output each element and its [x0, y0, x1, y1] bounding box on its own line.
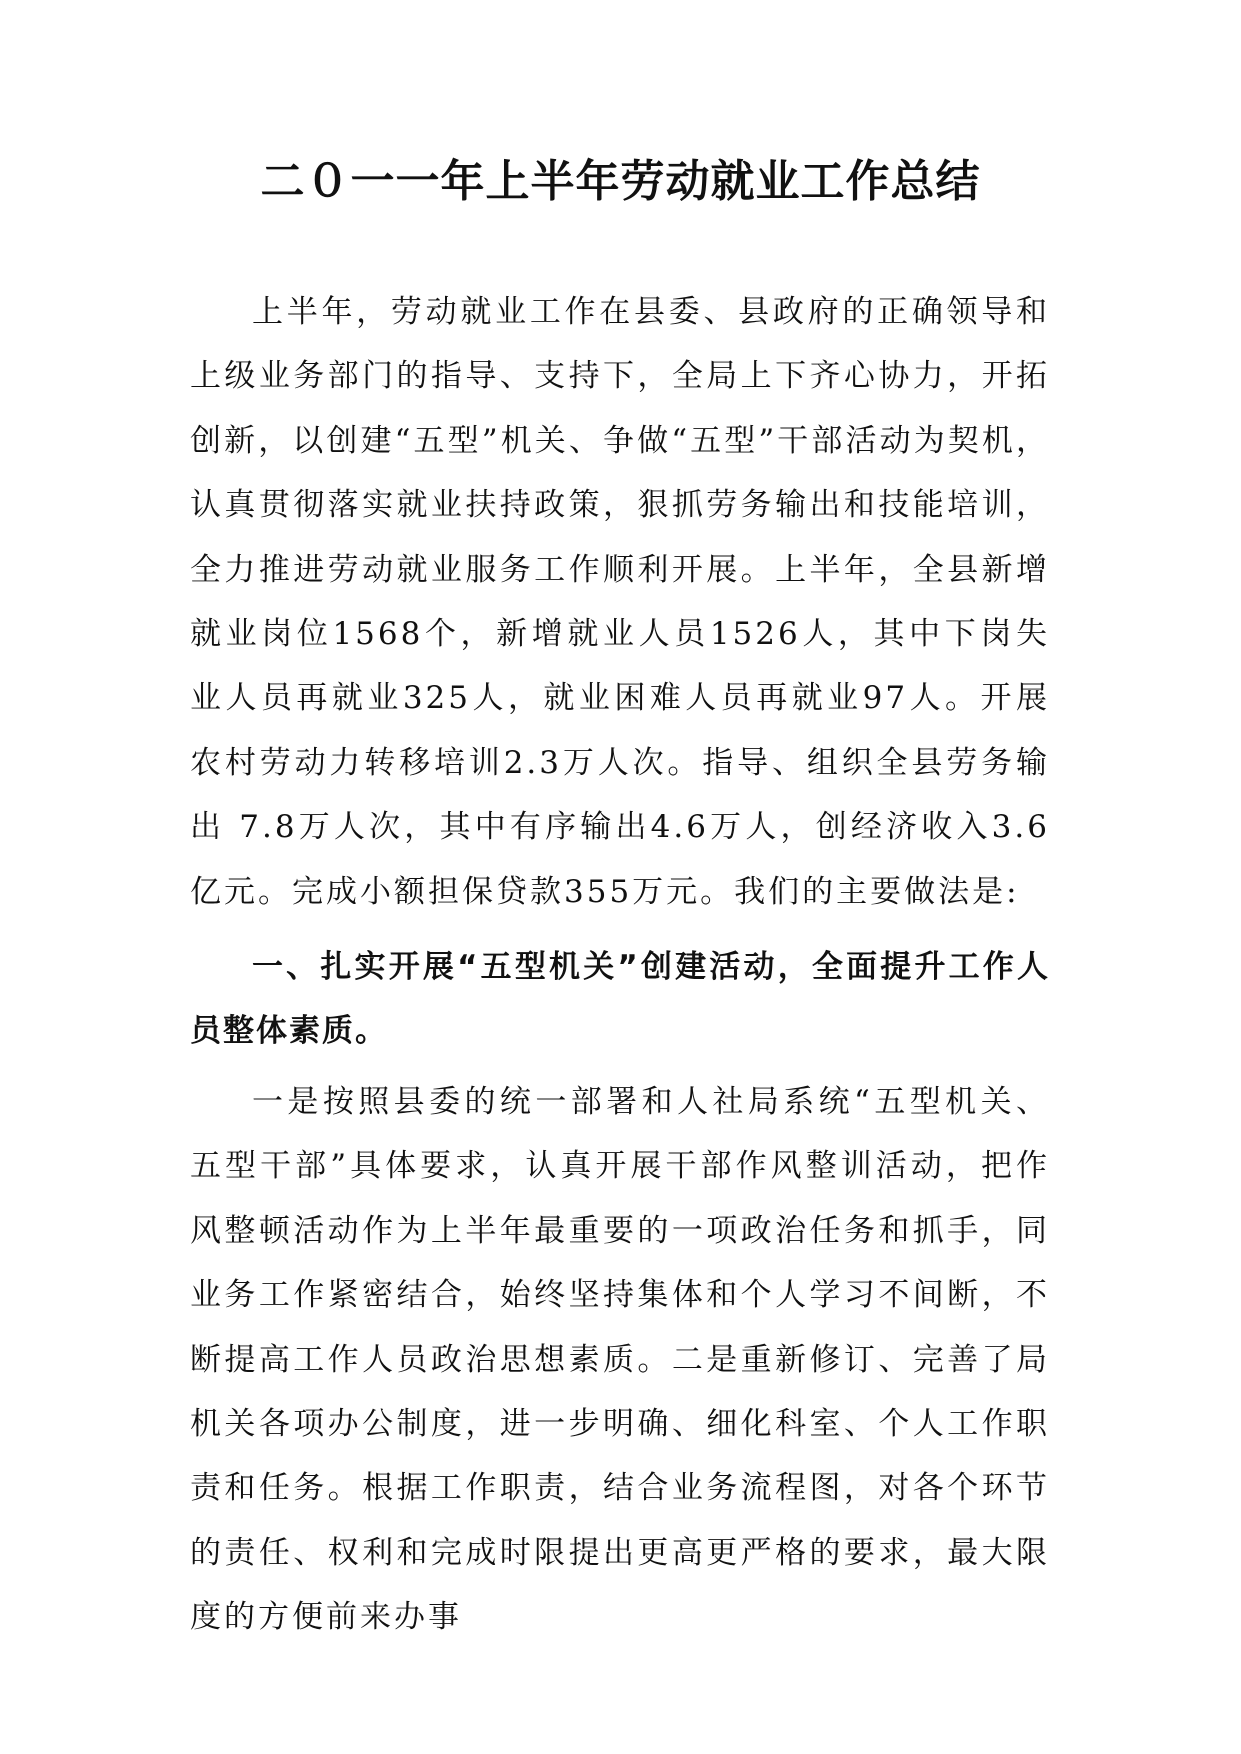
section-paragraph: 一是按照县委的统一部署和人社局系统“五型机关、五型干部”具体要求，认真开展干部作风整训活动，把作风整顿活动作为上半年最重要的一项政治任务和抓手，同业务工作紧密结合，始终坚持集体和个人学习不间断，不断提高工作人员政治思想素质。二是重新修订、完善了局机关各项办公制度，进一步明确、细化科室、个人工作职责和任务。根据工作职责，结合业务流程图，对各个环节的责任、权利和完成时限提出更高更严格的要求，最大限度的方便前来办事 — [190, 1084, 1050, 1636]
intro-paragraph: 上半年，劳动就业工作在县委、县政府的正确领导和上级业务部门的指导、支持下，全局上下齐心协力，开拓创新，以创建“五型”机关、争做“五型”干部活动为契机，认真贯彻落实就业扶持政策，狠抓劳务输出和技能培训，全力推进劳动就业服务工作顺利开展。上半年，全县新增就业岗位1568个，新增就业人员1526人，其中下岗失业人员再就业325人，就业困难人员再就业97人。开展农村劳动力转移培训2.3万人次。指导、组织全县劳务输出 7.8万人次，其中有序输出4.6万人，创经济收入3.6亿元。完成小额担保贷款355万元。我们的主要做法是: — [190, 294, 1050, 910]
document-title: 二０一一年上半年劳动就业工作总结 — [260, 156, 981, 207]
section-heading: 一、扎实开展“五型机关”创建活动，全面提升工作人员整体素质。 — [190, 949, 1050, 1050]
